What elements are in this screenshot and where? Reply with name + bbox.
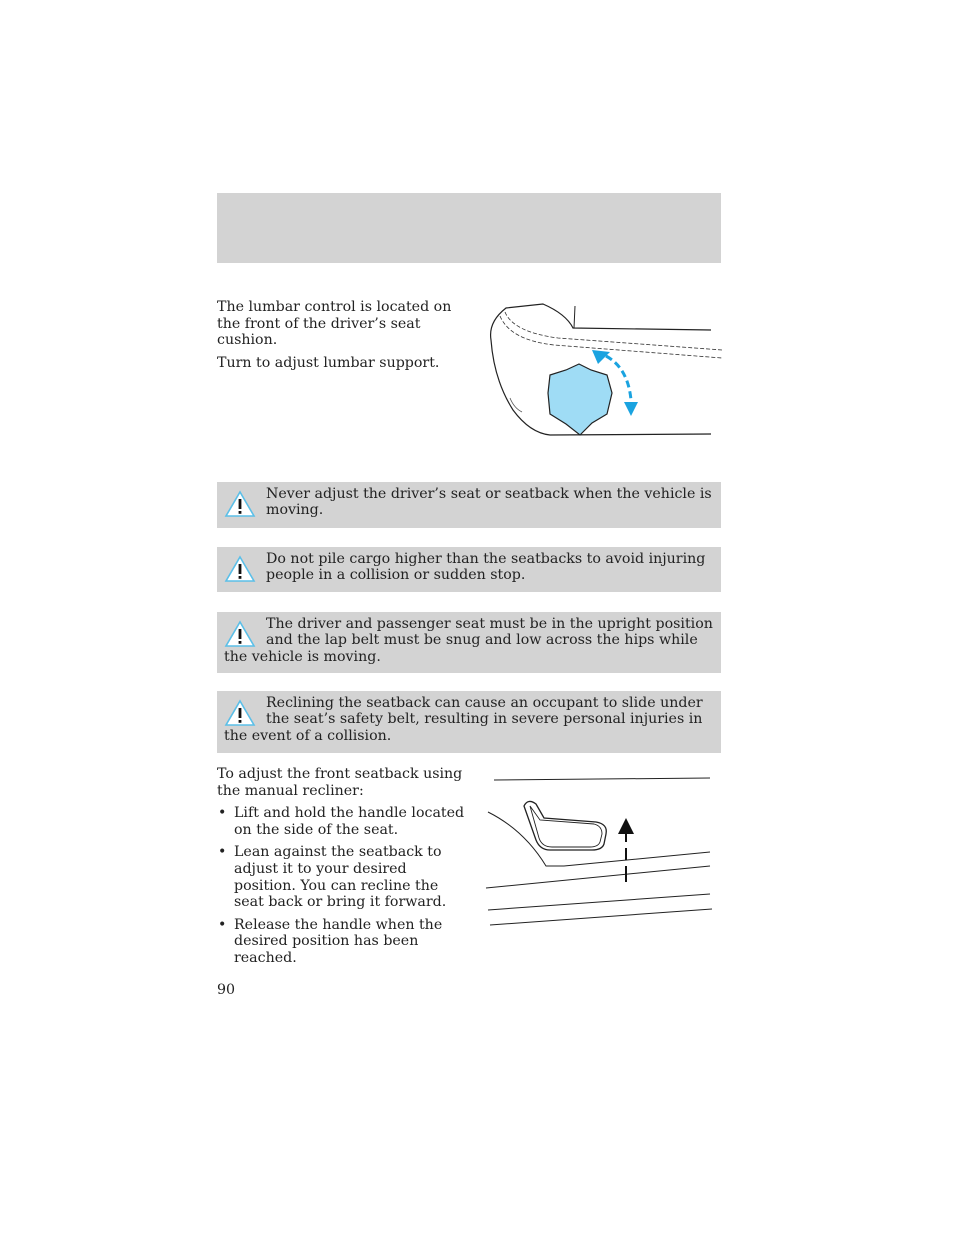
lumbar-knob-illustration [488,300,722,440]
bullet-icon: • [218,844,227,861]
warning-text: Never adjust the driver’s seat or seatback when the vehicle is moving. [266,486,712,519]
section-header-bar [217,193,721,263]
recliner-handle-illustration [484,770,716,930]
list-item [217,805,467,838]
warning-triangle-icon [224,555,256,583]
list-item-text: Lift and hold the handle located on the side of the seat. [234,805,465,838]
warning-box [217,691,721,753]
recliner-section [217,766,467,973]
lumbar-paragraph-1: The lumbar control is located on the front of the driver’s seat cushion. [217,299,452,349]
warning-box [217,612,721,673]
warning-box [217,482,721,528]
warning-text: The driver and passenger seat must be in the upright position and the lap belt must be snug and low across the hips while the vehicle is moving. [224,616,713,665]
warning-text: Do not pile cargo higher than the seatbacks to avoid injuring people in a collision or sudden stop. [266,551,706,584]
warning-text: Reclining the seatback can cause an occupant to slide under the seat’s safety belt, resulting in severe personal injuries in the event of a collision. [224,695,703,744]
list-item [217,917,467,967]
recliner-steps-list [217,805,467,966]
list-item-text: Lean against the seatback to adjust it to your desired position. You can recline the seat back or bring it forward. [234,844,447,911]
list-item [217,844,467,910]
warning-triangle-icon [224,699,256,727]
lumbar-section [217,299,479,377]
warning-triangle-icon [224,490,256,518]
page-number: 90 [217,982,236,998]
warning-box [217,547,721,592]
bullet-icon: • [218,805,227,822]
list-item-text: Release the handle when the desired position has been reached. [234,916,443,966]
lumbar-paragraph-2: Turn to adjust lumbar support. [217,354,440,371]
recliner-intro: To adjust the front seatback using the manual recliner: [217,766,463,799]
warning-triangle-icon [224,620,256,648]
bullet-icon: • [218,916,227,933]
